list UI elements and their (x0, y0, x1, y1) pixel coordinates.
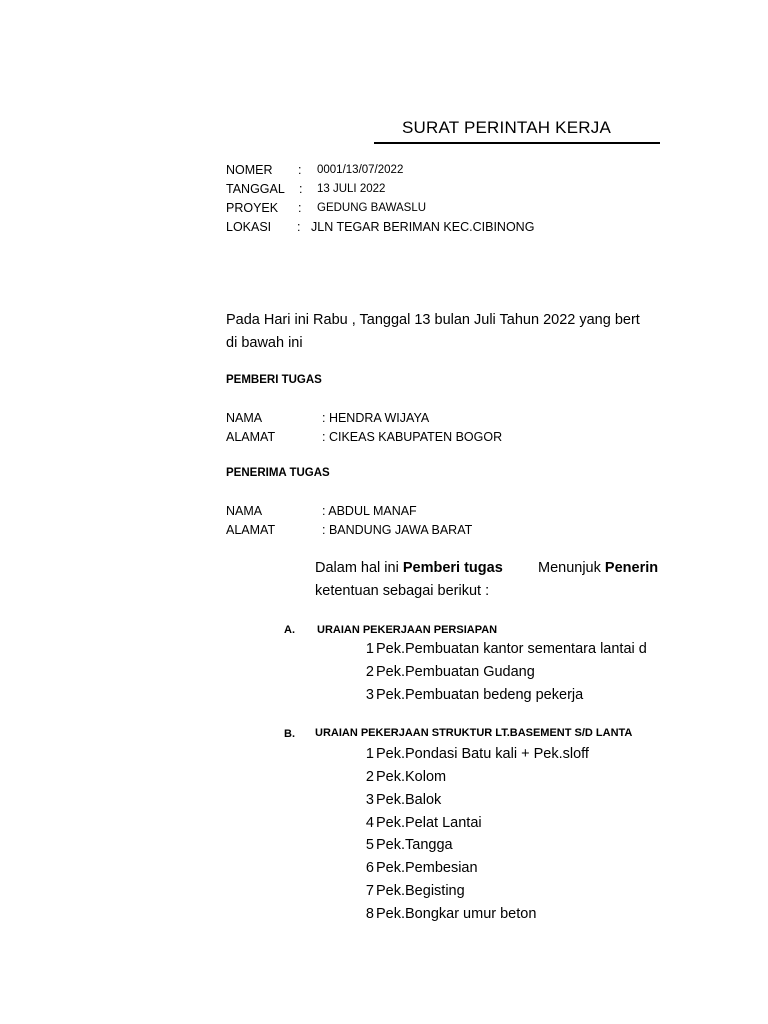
list-item-number: 1 (365, 746, 374, 762)
header-label-lokasi: LOKASI (226, 220, 272, 234)
statement-bold-penerima: Penerin (604, 560, 659, 576)
header-label-tanggal: TANGGAL (226, 182, 285, 196)
document-title: SURAT PERINTAH KERJA (402, 118, 611, 137)
list-item-text: Pek.Pembuatan Gudang (376, 664, 535, 680)
list-item (360, 770, 446, 785)
list-item (360, 688, 583, 703)
pemberi-alamat-label: ALAMAT (226, 430, 276, 444)
list-item-number: 7 (365, 883, 374, 899)
header-sep-tanggal: : (299, 182, 303, 196)
penerima-heading: PENERIMA TUGAS (226, 467, 330, 479)
list-item-text: Pek.Pembuatan kantor sementara lantai d (376, 641, 647, 657)
list-item-number: 3 (365, 792, 374, 808)
penerima-alamat-value: : BANDUNG JAWA BARAT (322, 523, 473, 537)
pemberi-nama-label: NAMA (226, 411, 263, 425)
list-item-number: 1 (365, 641, 374, 657)
list-item (360, 665, 535, 680)
list-item-text: Pek.Pelat Lantai (376, 815, 482, 831)
header-sep-lokasi: : (297, 220, 301, 234)
penerima-alamat-label: ALAMAT (226, 523, 276, 537)
section-b-marker: B. (284, 728, 295, 740)
list-item (360, 907, 536, 922)
list-item-number: 6 (365, 860, 374, 876)
list-item-number: 2 (365, 664, 374, 680)
list-item (360, 642, 647, 657)
header-sep-nomer: : (298, 163, 302, 177)
list-item-number: 3 (365, 687, 374, 703)
section-b-title: URAIAN PEKERJAAN STRUKTUR LT.BASEMENT S/D LANTA (315, 727, 633, 739)
section-a-marker: A. (284, 624, 295, 636)
list-item (360, 884, 465, 899)
header-value-lokasi: JLN TEGAR BERIMAN KEC.CIBINONG (311, 220, 535, 234)
list-item-text: Pek.Begisting (376, 883, 465, 899)
penerima-nama-label: NAMA (226, 504, 263, 518)
list-item-number: 8 (365, 906, 374, 922)
list-item-text: Pek.Tangga (376, 837, 453, 853)
list-item-text: Pek.Kolom (376, 769, 447, 785)
header-label-nomer: NOMER (226, 163, 273, 177)
statement-line-1 (315, 561, 503, 576)
header-value-tanggal: 13 JULI 2022 (317, 183, 386, 195)
intro-line-1: Pada Hari ini Rabu , Tanggal 13 bulan Juli Tahun 2022 yang bert (226, 312, 640, 328)
list-item-text: Pek.Bongkar umur beton (376, 906, 537, 922)
list-item-text: Pek.Pembesian (376, 860, 478, 876)
list-item (360, 816, 482, 831)
statement-prefix: Dalam hal ini (315, 560, 403, 576)
header-sep-proyek: : (298, 201, 302, 215)
section-a-title: URAIAN PEKERJAAN PERSIAPAN (317, 624, 498, 636)
list-item-number: 4 (365, 815, 374, 831)
list-item-text: Pek.Pembuatan bedeng pekerja (376, 687, 584, 703)
header-label-proyek: PROYEK (226, 201, 279, 215)
header-value-proyek: GEDUNG BAWASLU (317, 202, 427, 214)
statement-line-2: ketentuan sebagai berikut : (315, 583, 490, 599)
list-item-text: Pek.Balok (376, 792, 442, 808)
pemberi-alamat-value: : CIKEAS KABUPATEN BOGOR (322, 430, 503, 444)
statement-bold-pemberi: Pemberi tugas (402, 560, 503, 576)
penerima-nama-value: : ABDUL MANAF (322, 504, 417, 518)
statement-middle: Menunjuk (538, 560, 605, 576)
statement-line-1-right (538, 561, 658, 576)
list-item-text: Pek.Pondasi Batu kali + Pek.sloff (376, 746, 589, 762)
list-item-number: 5 (365, 837, 374, 853)
list-item (360, 838, 453, 853)
list-item (360, 861, 478, 876)
list-item-number: 2 (365, 769, 374, 785)
list-item (360, 747, 589, 762)
intro-line-2: di bawah ini (226, 335, 303, 351)
list-item (360, 793, 441, 808)
pemberi-heading: PEMBERI TUGAS (226, 374, 322, 386)
pemberi-nama-value: : HENDRA WIJAYA (322, 411, 430, 425)
header-value-nomer: 0001/13/07/2022 (317, 164, 404, 176)
title-underline (374, 142, 660, 144)
